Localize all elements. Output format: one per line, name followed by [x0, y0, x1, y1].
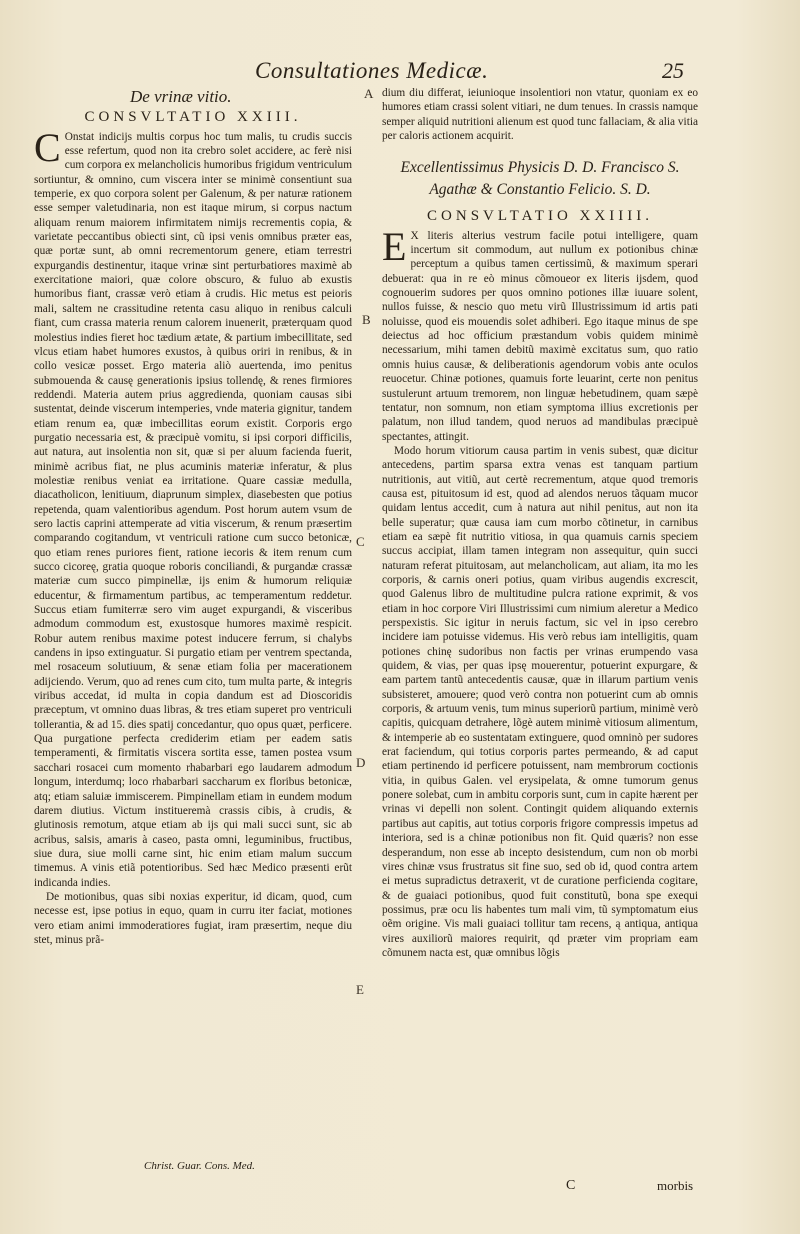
consultatio-text-continued: De motionibus, quas sibi noxias experitur, id dicam, quod, cum necesse est, ipse potius in equo, quam in curru iter faciat, motiones vero etiam animi immoderatiores fugiat, iram præsertim, neque diu stet, minus prã-: [34, 890, 352, 946]
signature-mark: C: [566, 1178, 576, 1193]
dedication: Excellentissimus Physicis D. D. Francisco S. Agathæ & Constantio Felicio. S. D.: [400, 159, 680, 199]
margin-letter-a: A: [364, 86, 374, 101]
consultatio-text-2-continued: Modo horum vitiorum causa partim in venis subest, quæ dicitur antecedens, partim sparsa extra venas est tanquam partium nutritionis, aut vitiũ, aut certè recrementum, atque quod tremoris causa est, pituitosum id est, quod ad alendos neruos tãquam mucor quidam lentus accedit, cum à natura aut nihil penitus, aut non ita belle superatur; quæ causa iam cum morbo cõtinetur, in carnibus etiam ea sæpè fit nutritio vitiosa, in qua quamuis carnis speciem succus accipiat, illam tamen integram non assequitur, quin succi naturam referat pituitosam, aut melancholicam, aut aliam, ita mo les corporis, & carnis oneri potius, quam viribus augendis excrescit, quod Galenus libro de multitudine pulcra ratione exprimit, & vos etiam in hoc corpore Viri Illustrissimi cum nimium aleretur a Medico perspexistis. Sic igitur in neruis factum, sic vel in ipso cerebro incidere iam potuisse videmus. His verò rebus iam intelligitis, quam potiones chinę sudoribus non factis per vrinas erumpendo vasa quidem, & vias, per quas ipsę mouerentur, potuerint expurgare, & eam partem tantũ antecedentis causæ, quæ in illarum partium venis subsisteret, amouere; quod verò contra non potuerint cum ab omnis corporis, & artuum venis, tum minus superiorũ partium, minimè verò capitis, quicquam detrahere, lõgè autem minimè vitiosum alimentum, & intemperie ab eo sustentatam extinguere, quod omninò per sudores erat faciendum, qui totius corporis partes permeando, & ad caput etiam pertinendo id perficere potuissent, nam membrorum coctionis vitia, in quibus Galen. vel erysipelata, & omne tumorum genus ponere solebat, cum in ambitu corporis sunt, cum in capite hærent per vrinas vi depelli non solent. Contingit quidem aliquando externis partibus aut capitis, aut totius corporis frigore compressis impetus ad interiora, sed is a chinæ potionibus non fit. Quid quæris? non esse desperandum, non esse ab incepto desistendum, cum non ob morbi vires chinæ vsus frustratus sit fine suo, sed ob id, quod contra artem ei metus supradictus detraxerit, vt de curatione perficienda cogitare, & de guaiaci potionibus, quod fuit constitutũ, bona spe exequi possimus, præ ocu lis habentes tum mali vim, tũ symptomatum eius oẽm origine. Vis mali guaiaci tollitur tam recens, ą antiqua, antiqua vires auxiliorũ maiores requirit, qd præter vim propriam eam cõmunem nacta est, quæ omnibus lõgis: [382, 444, 698, 959]
consultatio-text-2: EX literis alterius vestrum facile potui intelligere, quam incertum sit commodum, aut nullum ex potionibus chinæ perceptum a quibus tamen certissimũ, & maximum sperari debuerat: qua in re eò minus cõmoueor ex literis ijsdem, quod cognouerim sudores per quos omnino potiones illæ iuuare solent, nullos fuisse, & nescio quo metu virũ Illustrissimum id artis pati noluisse, quod eis mouendis solet adhiberi. Ego itaque minus de spe deiectus ad hoc officium præstandum vobis quidem minimè necessarium, mihi tamen debitũ maximè excitatus sum, quo ratio omnis huius causæ, & deliberationis agendorum vobis ante oculos reuocetur. Chinæ potiones, quamuis forte leuarint, certe non penitus sustulerunt artuum tremorem, non linguæ hebetudinem, quam sæpè tentatur, non somnum, non etiam symptoma illius excretionis per palatum, non illud tandem, quod neruos ad mandibulas præcipuè spectantes, attingit.: [382, 223, 698, 443]
margin-letter-e: E: [356, 982, 364, 997]
running-title: Consultationes Medicæ.: [255, 58, 489, 83]
left-column: [34, 86, 352, 947]
page-number: 25: [662, 58, 684, 83]
catchword: morbis: [657, 1178, 694, 1193]
consultatio-text: COnstat indicijs multis corpus hoc tum malis, tu crudis succis esse refertum, quod non ita crebro solet accidere, ac ferè nisi cum corpora ex melancholicis humoribus frigidum ventriculum sortiuntur, & omnino, cum viscera inter se minimè consentiunt sua temperie, ex quo corpora solent per Galenum, & per naturæ rationem esse semper valetudinaria, non est itaque mirum, si corpus nactum aliquam renum maiorem infirmitatem nimijs recrementis copia, & varietate peccantibus obiecti sint, cũ ipsi venis omnibus præter eas, quæ portæ sunt, ab omni recrementorum genere, etiam terrestri expurgandis destinentur, itaque vrinæ sint perturbatiores maximè ab exercitatione maiori, quæ colore obscuro, & fuluo ab exustis humoribus fiant, crassæ verò etiam à crudis. Hic metus est peioris mali, saltem ne crassitudine retenta casu aliquo in renibus calculi fiant, cum crassa materia renum calorem inuenerit, præterquam quod molestius indies fieret hoc tædium ætate, & partium imbecillitate, sed vlcus etiam habet humores exustos, à quibus oriri in renibus, & in collo vesicæ posset. Ergo materia aliò auertenda, imo penitus submouenda & causę generationis ipsius tollendę, & renes firmiores reddendi. Materia autem prius aggredienda, quoniam causas sibi sustentat, deinde viscerum intemperies, vnde materia gignitur, tandem etiam renum ea, quæ imbecillitas eorum existit. Corporis ergo purgatio necessaria est, & præcipuè vomitu, si ipsi corpori difficilis, aut natura, aut insolentia non sit, quæ si per aluum facienda fuerit, minimè acribus fiat, ne plus acuminis materiæ inferatur, & plus molestiæ renibus veniat ea irritatione. Quare cassiæ medulla, diacatholicon, lenitiuum, diaprunum simplex, diasebesten que potius repetenda, quam valentioribus agendum. Post horum autem vsum de sero lactis caprini attemperate ad vitia viscerum, & renum præsertim comparando cogitandum, vt ventriculi ratione cum succo betonicæ, quo etiam renes puriores fient, ratione iecoris & item renum cum succo cicoreę, gratia quoque roboris conciliandi, & purgandæ crassæ materiæ cum succo pimpinellæ, ijs enim & humorum reliquiæ educentur, & firmamentum partibus, ac temperamentum reddetur. Succus etiam fumiterræ sero vim auget expurgandi, & visceribus admodum commodum est, exustosque humores maximè respicit. Robur autem renibus maxime potest inducere ferrum, si chalybs candens in ipso extinguatur. Si purgatio etiam per ventrem spectanda, mel rosaceum solutiuum, & senæ etiam folia per macerationem adijciendo. Verum, quo ad renes cum cito, tum multa parte, & integris viribus accedat, id multa in copia dandum est ad Dioscoridis præceptum, vt omnino duas libras, & tres etiam superet pro ventriculi tollerantia, & ad 15. dies spatij concedantur, quo opus quæt, perficere. Qua purgatione perfecta crediderim etiam per eadem satis temperamenti, & firmitatis viscera sortita esse, tamen postea vsum sacchari rosacei cum momento rhabarbari ego laudarem admodum longum, interdumq; loco rhabarbari saccharum ex floribus betonicæ, atq; etiam saluiæ immiscerem. Pimpinellam etiam in eundem modum darem diutius. Victum institueremà crassis cibis, à crudis, & glutinosis remotum, atque etiam ab ijs qui mali succi sunt, sic ab acribus, salsis, amaris à caseo, pasta omni, leguminibus, fructibus, siue dura, siue molli carne sint, hic enim etiam malum succum timemus. A vinis etiã potentioribus. Sed hæc Medico præsenti erũt indicanda indies.: [34, 124, 352, 889]
margin-letter-d: D: [356, 755, 366, 770]
consultatio-heading-2: CONSVLTATIO XXIIII.: [427, 208, 653, 225]
right-column: [382, 86, 698, 960]
continued-paragraph: dium diu differat, ieiunioque insolentiori non vtatur, quoniam ex eo humores etiam crassi solent vitiari, ne dum tenues. In crassis namque semper aliquid nutritioni alienum est quod tunc fallaciam, & alia vitia per caloris actionem acquirit.: [382, 87, 698, 143]
signature: Christ. Guar. Cons. Med.: [144, 1160, 255, 1172]
margin-letter-c: C: [356, 534, 365, 549]
section-title: De vrinæ vitio.: [130, 87, 232, 106]
margin-letter-b: B: [362, 312, 371, 327]
consultatio-heading: CONSVLTATIO XXIII.: [84, 109, 302, 126]
